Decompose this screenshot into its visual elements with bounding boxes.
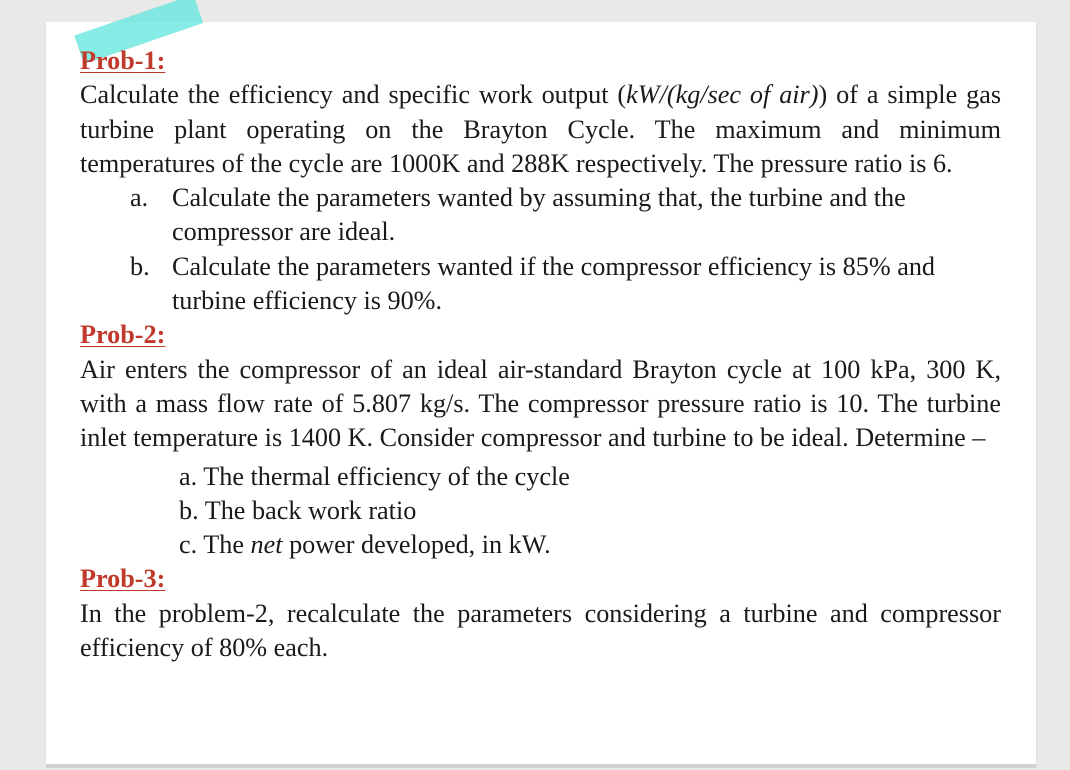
prob-2-item-a: a. The thermal efficiency of the cycle [179,461,570,491]
list-item-text: power developed, in kW. [282,530,551,560]
document-content [80,44,1001,665]
prob-3-heading: Prob-3: [80,564,166,594]
list-marker: a. [130,183,149,213]
prob-1-statement [80,78,1001,181]
prob-1-heading: Prob-1: [80,46,166,75]
prob-1-statement-units: kW/(kg/sec of air) [626,80,819,110]
list-item-text: c. The [179,530,251,560]
prob-2-statement: Air enters the compressor of an ideal air-standard Brayton cycle at 100 kPa, 300 K, with a mass flow rate of 5.807 kg/s. The compressor pressure ratio is 10. The turbine inlet temperature is 1400 K. Consider compressor and turbine to be ideal. Determine – [80,354,1001,453]
emphasis-net: net [250,530,283,560]
prob-2-item-b: b. The back work ratio [179,495,417,525]
prob-1-item-a [80,181,987,250]
prob-2-item-c [80,528,1001,562]
prob-1-items [80,181,1001,318]
page-edge [46,764,1036,768]
list-item-text: Calculate the parameters wanted if the compressor efficiency is 85% and turbine efficiency is 90%. [172,251,936,316]
prob-2-heading: Prob-2: [80,320,166,350]
prob-1-item-b [80,250,987,319]
prob-2-items [80,460,1001,563]
prob-1-statement-part: ) of a simple gas turbine plant operating on the Brayton Cycle. The maximum and minimum temperatures of the cycle are 1000K and 288K respectively. The pressure ratio is 6. [80,80,1002,178]
prob-1-statement-part: Calculate the efficiency and specific work output ( [80,80,627,110]
list-marker: b. [130,251,150,281]
list-item-text: Calculate the parameters wanted by assuming that, the turbine and the compressor are ideal. [172,183,906,247]
prob-3-statement: In the problem-2, recalculate the parameters considering a turbine and compressor efficiency of 80% each. [80,598,1001,663]
